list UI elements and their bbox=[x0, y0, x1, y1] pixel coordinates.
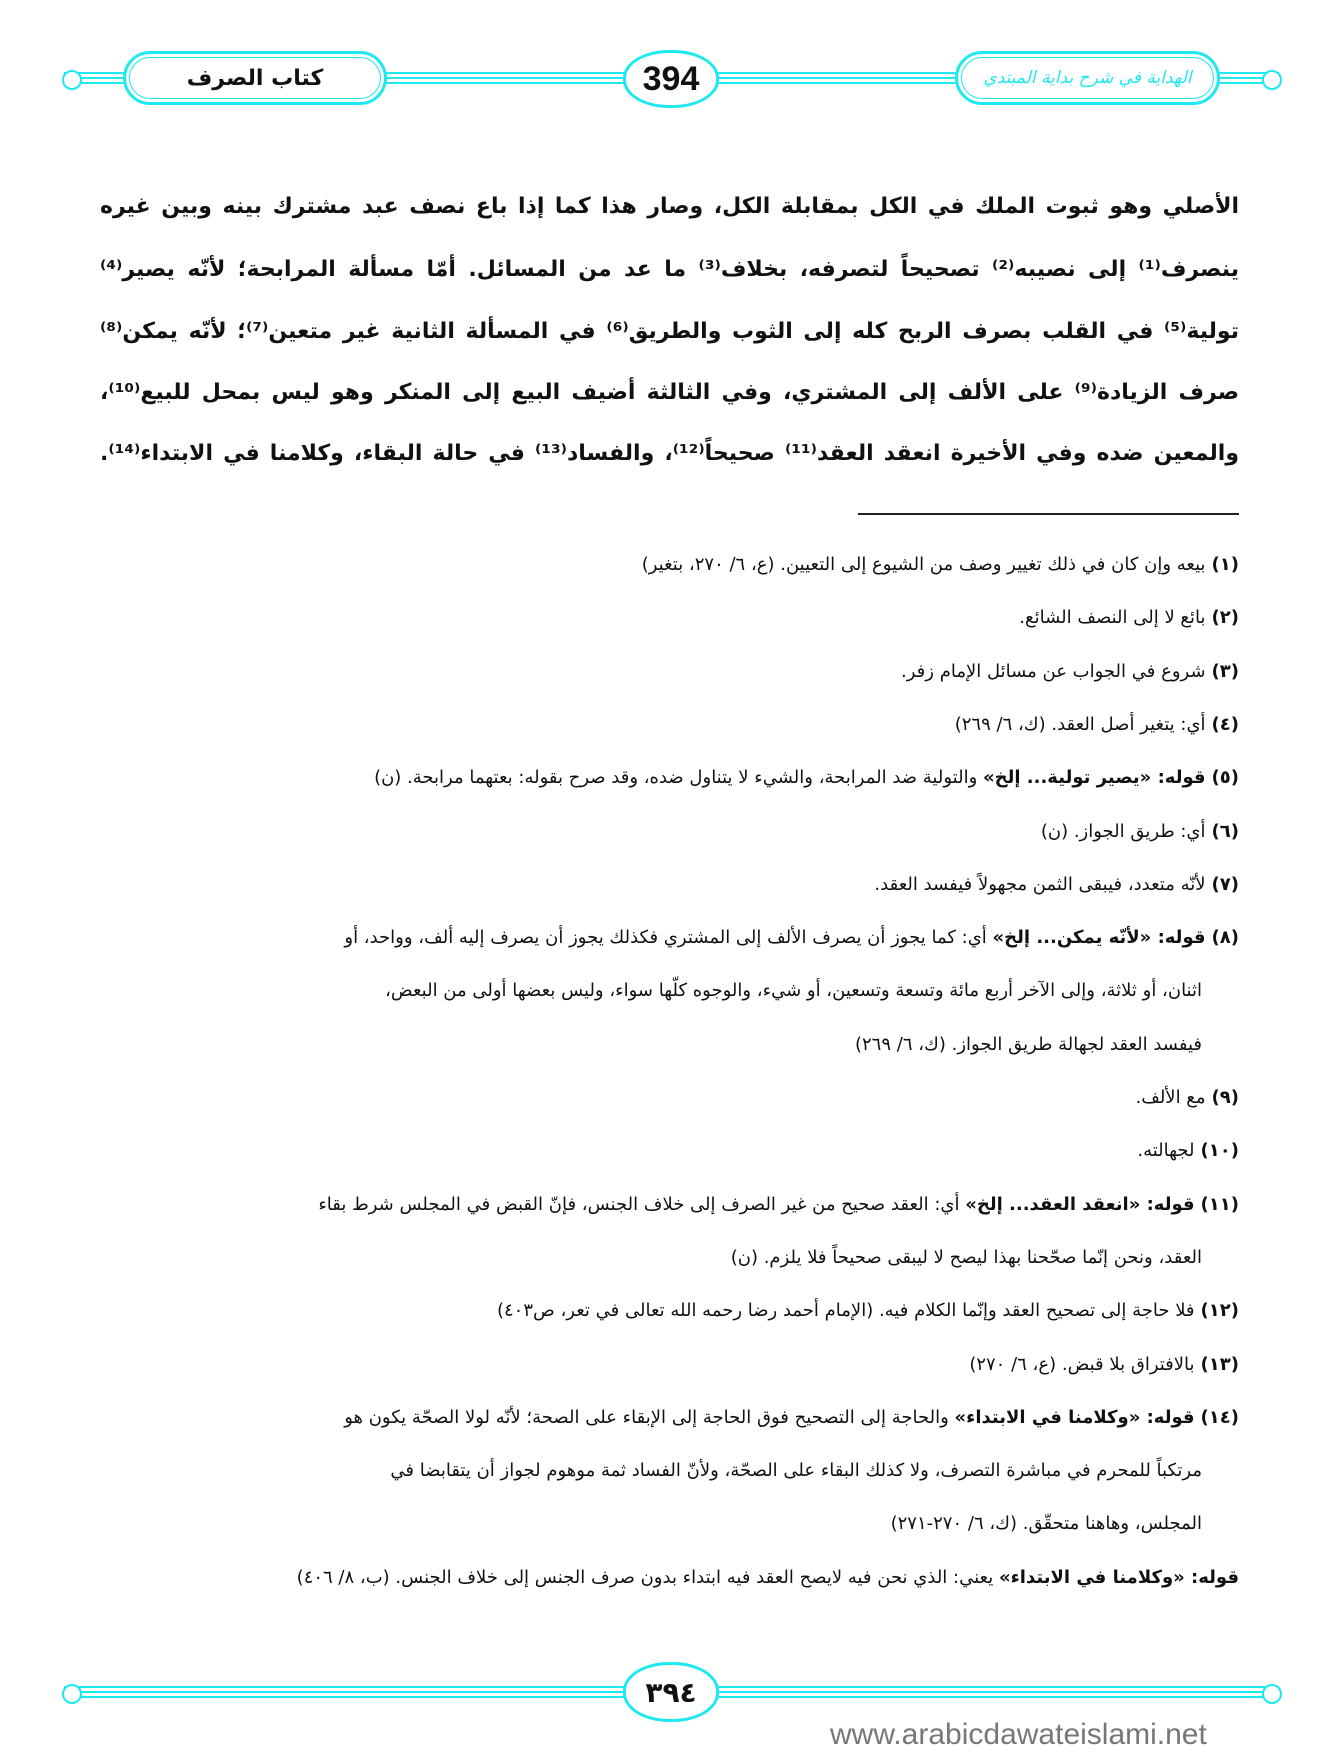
ornament-cap-icon bbox=[62, 70, 82, 90]
watermark-url: www.arabicdawateislami.net bbox=[830, 1718, 1207, 1751]
footnote-line bbox=[80, 819, 1239, 845]
ornament-cap-icon bbox=[1262, 70, 1282, 90]
footnote-line bbox=[80, 1458, 1202, 1484]
footnote-text: بائع لا إلى النصف الشائع. bbox=[1019, 607, 1206, 629]
page-number: 394 bbox=[642, 59, 700, 98]
footnote-line bbox=[80, 1085, 1239, 1111]
footnote-number: (٦) bbox=[1211, 820, 1239, 842]
footnote-number: (١١) bbox=[1200, 1193, 1239, 1215]
footnote-lead: قوله: «وكلامنا في الابتداء» bbox=[954, 1406, 1195, 1428]
footnote-number: (١٢) bbox=[1200, 1300, 1239, 1322]
footnote-text: فلا حاجة إلى تصحيح العقد وإنّما الكلام فيه. (الإمام أحمد رضا رحمه الله تعالى في تعر، ص٤٠٣) bbox=[496, 1300, 1195, 1322]
chapter-title-box bbox=[123, 51, 387, 105]
footnote-text: المجلس، وهاهنا متحقّق. (ك، ٦/ ٢٧٠-٢٧١) bbox=[890, 1513, 1202, 1535]
body-line: والمعين ضده وفي الأخيرة انعقد العقد⁽¹¹⁾ صحيحاً⁽¹²⁾، والفساد⁽¹³⁾ في حالة البقاء، وكلامنا في الابتداء⁽¹⁴⁾. bbox=[100, 441, 1240, 466]
footnote-number: (٤) bbox=[1211, 713, 1239, 735]
ornament-cap-icon bbox=[1262, 1684, 1282, 1704]
book-title-logo: الهداية في شرح بداية المبتدي bbox=[983, 68, 1192, 88]
body-line: تولية⁽⁵⁾ في القلب بصرف الربح كله إلى الثوب والطريق⁽⁶⁾ في المسألة الثانية غير متعين⁽⁷⁾؛ لأنّه يمكن⁽⁸⁾ bbox=[100, 319, 1239, 344]
footnote-lead: قوله: «يصير تولية... إلخ» bbox=[983, 767, 1206, 789]
footnote-text: أي: كما يجوز أن يصرف الألف إلى المشتري فكذلك يجوز أن يصرف إليه ألف، وواحد، أو bbox=[344, 927, 987, 949]
footnote-text: بيعه وإن كان في ذلك تغيير وصف من الشيوع إلى التعيين. (ع، ٦/ ٢٧٠، بتغير) bbox=[641, 554, 1206, 575]
footnote-number: (٨) bbox=[1211, 927, 1239, 949]
footnote-line bbox=[80, 552, 1239, 578]
footnote-number: (١٣) bbox=[1200, 1353, 1239, 1375]
footnote-lead: قوله: «انعقد العقد... إلخ» bbox=[965, 1193, 1195, 1215]
footnote-number: (٢) bbox=[1211, 607, 1239, 629]
body-line: صرف الزيادة⁽⁹⁾ على الألف إلى المشتري، وفي الثالثة أضيف البيع إلى المنكر وهو ليس بمحل للبيع⁽¹⁰⁾، bbox=[100, 380, 1239, 405]
footnote-line bbox=[80, 659, 1239, 685]
footnote-text: فيفسد العقد لجهالة طريق الجواز. (ك، ٦/ ٢٦٩) bbox=[854, 1033, 1202, 1055]
ornament-cap-icon bbox=[62, 1684, 82, 1704]
footnote-line bbox=[80, 978, 1202, 1004]
footnote-line bbox=[80, 1511, 1202, 1537]
footnote-number: (٣) bbox=[1211, 660, 1239, 682]
footer-page-number: ٣٩٤ bbox=[645, 1675, 697, 1709]
footnote-text: بالافتراق بلا قبض. (ع، ٦/ ٢٧٠) bbox=[969, 1353, 1195, 1375]
footnote-separator bbox=[858, 513, 1239, 515]
footnote-line bbox=[80, 1192, 1239, 1218]
footnote-number: (٩) bbox=[1211, 1087, 1239, 1108]
footnote-text: لجهالته. bbox=[1137, 1140, 1195, 1162]
footnote-line bbox=[80, 1298, 1239, 1324]
footnote-text: العقد، ونحن إنّما صحّحنا بهذا ليصح لا ليبقى صحيحاً فلا يلزم. (ن) bbox=[730, 1246, 1202, 1268]
body-line: الأصلي وهو ثبوت الملك في الكل بمقابلة الكل، وصار هذا كما إذا باع نصف عبد مشترك بينه وبين غيره bbox=[100, 194, 1239, 219]
footnote-line bbox=[80, 1352, 1239, 1378]
footnote-line bbox=[80, 1405, 1239, 1431]
footnote-line bbox=[80, 1245, 1202, 1271]
footnote-line bbox=[80, 872, 1239, 898]
footnote-text: اثنان، أو ثلاثة، وإلى الآخر أربع مائة وتسعة وتسعين، أو شيء، والوجوه كلّها سواء، وليس بعضها أولى من البعض، bbox=[385, 980, 1202, 1002]
footnote-number: (٧) bbox=[1211, 873, 1239, 895]
footnote-line bbox=[80, 765, 1239, 791]
footnote-text: أي: طريق الجواز. (ن) bbox=[1040, 820, 1206, 842]
footnote-text: لأنّه متعدد، فيبقى الثمن مجهولاً فيفسد العقد. bbox=[874, 873, 1206, 895]
footnote-text: أي: يتغير أصل العقد. (ك، ٦/ ٢٦٩) bbox=[954, 713, 1206, 735]
footnote-text: أي: العقد صحيح من غير الصرف إلى خلاف الجنس، فإنّ القبض في المجلس شرط بقاء bbox=[318, 1193, 960, 1215]
footnote-text: مرتكباً للمحرم في مباشرة التصرف، ولا كذلك البقاء على الصحّة، ولأنّ الفساد ثمة موهوم لجواز أن يتقابضا في bbox=[390, 1460, 1202, 1482]
footnote-line bbox=[80, 712, 1239, 738]
footnote-number: (١٤) bbox=[1200, 1406, 1239, 1428]
extra-note-lead: قوله: «وكلامنا في الابتداء» bbox=[998, 1566, 1239, 1588]
footnote-line bbox=[80, 1032, 1202, 1058]
footer-page-number-box bbox=[623, 1662, 719, 1722]
footnote-text: والتولية ضد المرابحة، والشيء لا يتناول ضده، وقد صرح بقوله: بعتهما مرابحة. (ن) bbox=[374, 767, 978, 789]
footnote-line bbox=[80, 605, 1239, 631]
page-number-box bbox=[623, 50, 719, 108]
footnote-lead: قوله: «لأنّه يمكن... إلخ» bbox=[992, 927, 1206, 949]
footnote-text: شروع في الجواب عن مسائل الإمام زفر. bbox=[901, 660, 1206, 682]
extra-note-text: يعني: الذي نحن فيه لايصح العقد فيه ابتداء بدون صرف الجنس إلى خلاف الجنس. (ب، ٨/ ٤٠٦) bbox=[296, 1566, 994, 1588]
footnote-line bbox=[80, 1138, 1239, 1164]
footnote-text: مع الألف. bbox=[1135, 1087, 1206, 1108]
footnote-number: (١) bbox=[1211, 554, 1239, 575]
extra-note bbox=[80, 1565, 1239, 1591]
footnote-number: (١٠) bbox=[1200, 1140, 1239, 1162]
footnote-number: (٥) bbox=[1211, 767, 1239, 789]
book-title-logo-box bbox=[955, 51, 1220, 105]
footnote-text: والحاجة إلى التصحيح فوق الحاجة إلى الإبقاء على الصحة؛ لأنّه لولا الصحّة يكون هو bbox=[344, 1406, 949, 1428]
footnote-line bbox=[80, 925, 1239, 951]
body-line: ينصرف⁽¹⁾ إلى نصيبه⁽²⁾ تصحيحاً لتصرفه، بخلاف⁽³⁾ ما عد من المسائل. أمّا مسألة المرابحة؛ لأنّه يصير⁽⁴⁾ bbox=[100, 257, 1240, 282]
chapter-title: كتاب الصرف bbox=[186, 65, 324, 91]
